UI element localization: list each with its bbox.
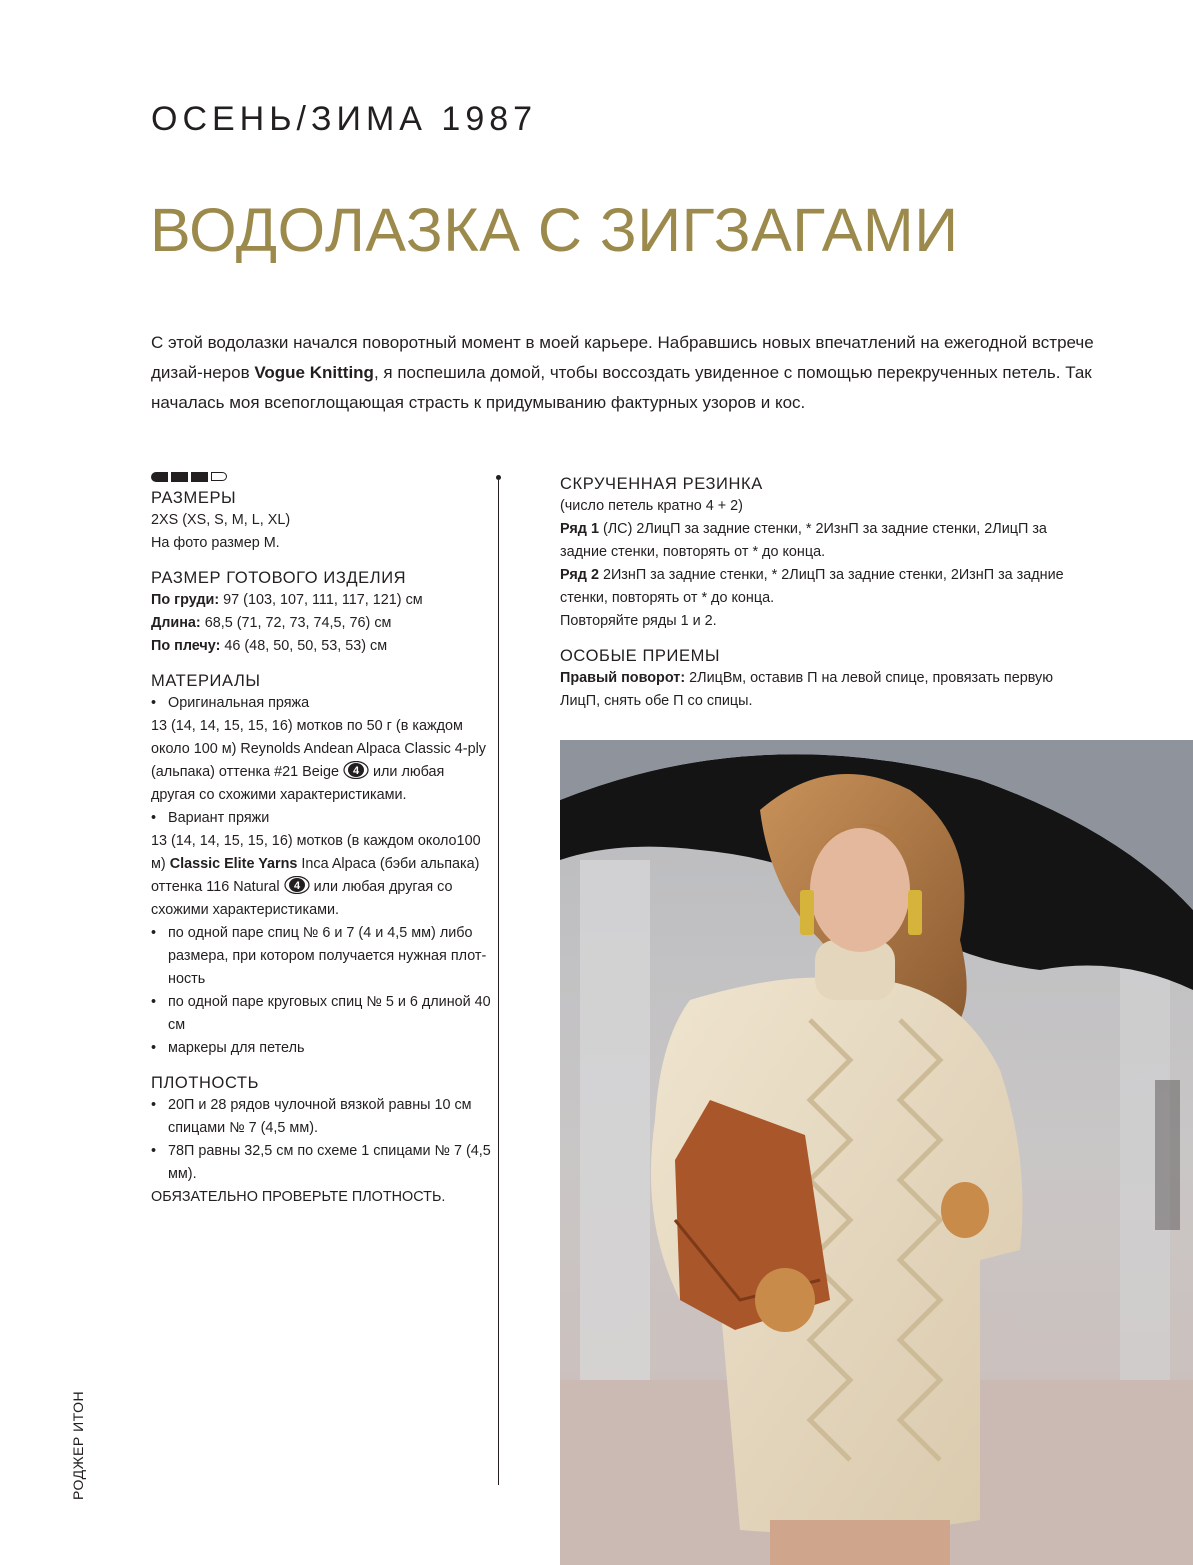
material-item-needles: • по одной паре спиц № 6 и 7 (4 и 4,5 мм) либо размера, при котором получается нужная плот-ность [151,922,491,991]
measure-label: По груди: [151,592,220,608]
finished-heading: РАЗМЕР ГОТОВОГО ИЗДЕЛИЯ [151,569,407,587]
rib-note: (число петель кратно 4 + 2) [560,498,743,514]
column-divider [498,480,499,1485]
gauge-heading: ПЛОТНОСТЬ [151,1074,260,1092]
row-text: 2ИзнП за задние стенки, * 2ЛицП за задние стенки, 2ИзнП за задние стенки, повторять от * до конца. [560,567,1064,606]
intro-paragraph [151,328,1096,418]
intro-text-1: С этой водолазки начался поворотный момент в моей карьере. Набравшись новых впечатлений на ежегодной встрече дизай-неров [151,333,1094,382]
special-desc: 2ЛицВм, оставив П на левой спице, провязать первую ЛицП, снять обе П со спицы. [560,670,1054,709]
skill-block [151,472,168,482]
yarn-text: или любая другая со схожими характеристиками. [151,764,445,803]
rib-heading: СКРУЧЕННАЯ РЕЗИНКА [560,475,763,493]
skill-level-icon [151,472,491,484]
yarn-weight-icon [284,876,310,894]
special-label: Правый поворот: [560,670,686,686]
photo-illustration [560,740,1193,1565]
alt-yarn-text [151,830,491,922]
yarn-brand: Classic Elite Yarns [169,856,298,872]
yarn-weight-icon [343,761,369,779]
season-heading: ОСЕНЬ/ЗИМА 1987 [151,100,538,138]
original-yarn-label: • Оригинальная пряжа [151,692,491,715]
row-label: Ряд 2 [560,567,599,583]
alt-yarn-label: • Вариант пряжи [151,807,491,830]
finished-chest [151,589,491,612]
right-column [560,473,1120,713]
material-item-markers: • маркеры для петель [151,1037,491,1060]
measure-label: Длина: [151,615,201,631]
skill-block-empty [211,472,227,481]
sizes-heading: РАЗМЕРЫ [151,489,237,507]
yarn-text: 13 (14, 14, 15, 15, 16) мотков (в каждом около100 м) [151,833,481,872]
yarn-weight-number: 4 [293,880,300,892]
rib-row-1 [560,518,1060,564]
material-item-circular: • по одной паре круговых спиц № 5 и 6 длиной 40 см [151,991,491,1037]
special-heading: ОСОБЫЕ ПРИЕМЫ [560,647,721,665]
gauge-check: ОБЯЗАТЕЛЬНО ПРОВЕРЬТЕ ПЛОТНОСТЬ. [151,1189,446,1205]
skill-block [171,472,188,482]
rib-repeat: Повторяйте ряды 1 и 2. [560,613,717,629]
model-photo [560,740,1193,1565]
sizes-list: 2XS (XS, S, M, L, XL) [151,512,291,528]
row-text: (ЛС) 2ЛицП за задние стенки, * 2ИзнП за задние стенки, 2ЛицП за задние стенки, повторять от * до конца. [560,521,1047,560]
photo-credit: РОДЖЕР ИТОН [70,1390,86,1500]
measure-value: 46 (48, 50, 50, 53, 53) см [220,638,388,654]
finished-length [151,612,491,635]
measure-value: 68,5 (71, 72, 73, 74,5, 76) см [200,615,392,631]
measure-value: 97 (103, 107, 111, 117, 121) см [219,592,423,608]
yarn-text: или любая другая со схожими характеристиками. [151,879,453,918]
measure-label: По плечу: [151,638,221,654]
yarn-text: 13 (14, 14, 15, 15, 16) мотков по 50 г (в каждом около 100 м) Reynolds Andean Alpaca Classic 4-ply (альпака) оттенка #21 Beige [151,718,486,780]
intro-brand: Vogue Knitting [254,363,374,382]
finished-shoulder [151,635,491,658]
left-column [151,472,491,1209]
yarn-text: Inca Alpaca (бэби альпака) оттенка 116 Natural [151,856,480,895]
sizes-note: На фото размер M. [151,535,280,551]
special-text [560,667,1060,713]
skill-block [191,472,208,482]
original-yarn-text [151,715,491,807]
gauge-item-1: • 20П и 28 рядов чулочной вязкой равны 10 см спицами № 7 (4,5 мм). [151,1094,491,1140]
rib-row-2 [560,564,1080,610]
gauge-item-2: • 78П равны 32,5 см по схеме 1 спицами № 7 (4,5 мм). [151,1140,491,1186]
yarn-weight-number: 4 [352,765,360,777]
intro-text-2: , я поспешила домой, чтобы воссоздать увиденное с помощью перекрученных петель. Так началась моя всепоглощающая страсть к придумыванию фактурных узоров и кос. [151,363,1092,412]
pattern-title: ВОДОЛАЗКА С ЗИГЗАГАМИ [150,196,959,264]
row-label: Ряд 1 [560,521,599,537]
materials-heading: МАТЕРИАЛЫ [151,672,261,690]
